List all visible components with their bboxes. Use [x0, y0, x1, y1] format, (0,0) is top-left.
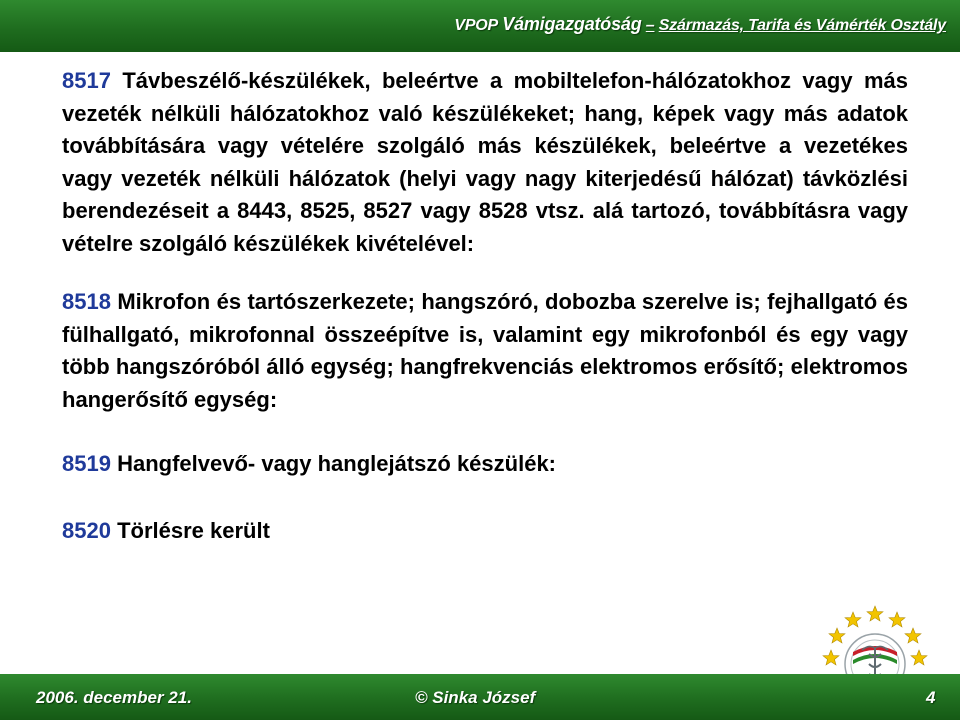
footer-author: © Sinka József — [415, 688, 536, 707]
entry-8517 — [62, 65, 908, 260]
entry-code: 8518 — [62, 289, 111, 314]
header-org: VPOP — [454, 17, 499, 34]
entry-code: 8520 — [62, 517, 111, 543]
header-dash: – — [645, 17, 655, 34]
entry-text: Távbeszélő-készülékek, beleértve a mobiltelefon-hálózatokhoz vagy más vezeték nélküli hálózatokhoz való készülékeket; hang, képek vagy más adatok továbbítására vagy vételére szolgáló más készülékek, beleértve a vezetékes vagy vezeték nélküli hálózatok (helyi vagy nagy kiterjedésű hálózat) távközlési berendezéseit a 8443, 8525, 8527 vagy 8528 vtsz. alá tartozó, továbbításra vagy vételre szolgáló készülékek kivételével: — [62, 68, 908, 256]
star-icon — [829, 628, 845, 643]
entry-8518 — [62, 286, 908, 416]
star-icon — [823, 650, 839, 665]
header-agency: Vámigazgatóság — [502, 14, 642, 34]
entry-code: 8517 — [62, 68, 111, 93]
header-title — [454, 14, 946, 35]
entry-text: Mikrofon és tartószerkezete; hangszóró, dobozba szerelve is; fejhallgató és fülhallgató, mikrofonnal összeépítve is, valamint egy mikrofonból és egy vagy több hangszóróból álló egység; hangfrekvenciás elektromos erősítő; elektromos hangerősítő egység: — [62, 289, 908, 412]
star-icon — [889, 612, 905, 627]
slide-content — [62, 65, 908, 547]
star-icon — [845, 612, 861, 627]
entry-8519 — [62, 448, 908, 481]
entry-8520 — [62, 515, 908, 548]
entry-text: Törlésre került — [117, 517, 270, 543]
entry-text: Hangfelvevő- vagy hanglejátszó készülék: — [117, 451, 557, 476]
star-icon — [905, 628, 921, 643]
entry-code: 8519 — [62, 451, 111, 476]
header-department: Származás, Tarifa és Vámérték Osztály — [658, 17, 946, 34]
page-number: 4 — [926, 688, 936, 707]
footer-date: 2006. december 21. — [36, 688, 192, 707]
star-icon — [867, 606, 883, 621]
star-icon — [911, 650, 927, 665]
